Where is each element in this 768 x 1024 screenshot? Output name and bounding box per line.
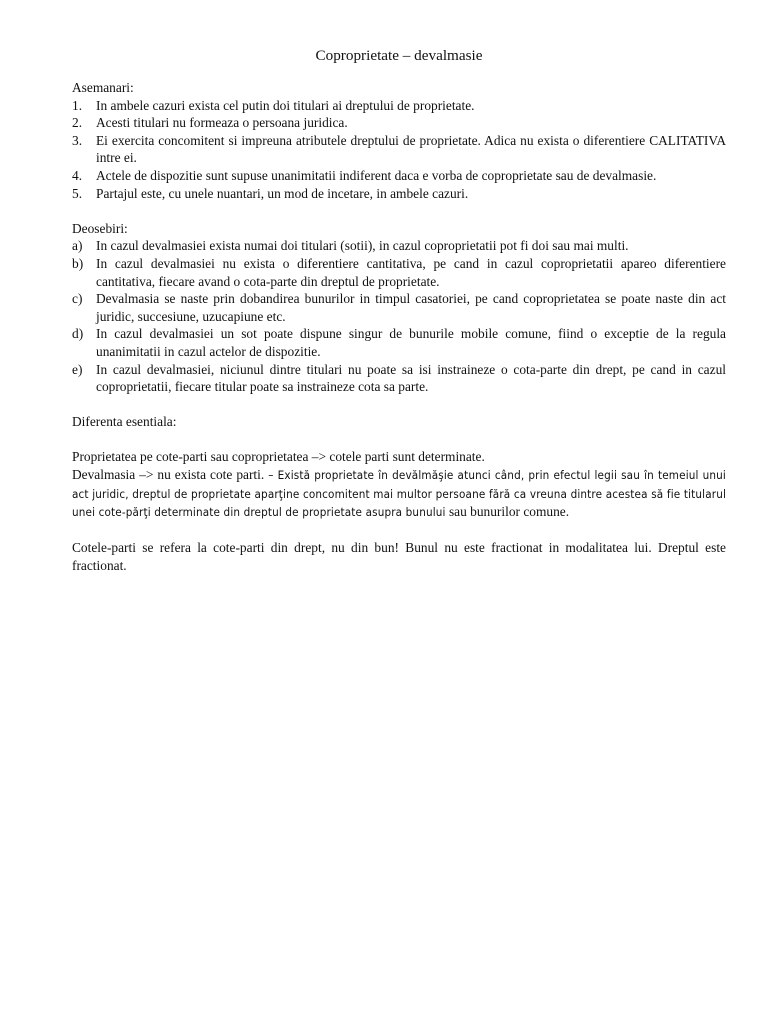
document-title: Coproprietate – devalmasie	[315, 47, 483, 64]
spacer	[72, 202, 726, 220]
differences-list	[72, 237, 726, 395]
list-marker: 4.	[72, 167, 83, 183]
list-item-text: Acesti titulari nu formeaza o persoana juridica.	[96, 115, 348, 131]
list-marker: b)	[72, 255, 84, 271]
list-marker: 5.	[72, 185, 83, 201]
spacer	[72, 522, 726, 540]
list-item	[72, 114, 726, 132]
list-marker: 1.	[72, 97, 83, 113]
list-item	[72, 167, 726, 185]
list-marker: c)	[72, 291, 83, 307]
document-page	[72, 46, 726, 575]
list-marker: a)	[72, 238, 83, 254]
list-item-text: In ambele cazuri exista cel putin doi titulari ai dreptului de proprietate.	[96, 97, 475, 113]
list-item-text: Actele de dispozitie sunt supuse unanimitatii indiferent daca e vorba de coproprietate sau de devalmasie.	[96, 167, 657, 183]
devalmasie-lead-text: Devalmasia –> nu exista cote parti.	[72, 467, 269, 483]
essential-line-devalmasie	[72, 466, 726, 522]
list-item	[72, 325, 726, 360]
list-item	[72, 185, 726, 203]
legal-definition-tail: sau bunurilor comune.	[445, 504, 570, 520]
similarities-list	[72, 97, 726, 203]
list-marker: e)	[72, 361, 83, 377]
list-item-text: Devalmasia se naste prin dobandirea bunurilor in timpul casatoriei, pe cand coproprietatea se poate naste din act juridic, succesiune, uzucapiune etc.	[96, 291, 726, 324]
spacer	[72, 431, 726, 449]
list-marker: d)	[72, 326, 84, 342]
list-item	[72, 97, 726, 115]
essential-heading: Diferenta esentiala:	[72, 414, 177, 430]
similarities-heading: Asemanari:	[72, 80, 134, 95]
spacer	[72, 396, 726, 414]
list-item	[72, 237, 726, 255]
list-item-text: Partajul este, cu unele nuantari, un mod de incetare, in ambele cazuri.	[96, 185, 469, 201]
list-item	[72, 132, 726, 167]
differences-heading: Deosebiri:	[72, 220, 128, 236]
list-marker: 3.	[72, 132, 83, 148]
list-item	[72, 255, 726, 290]
list-item-text: In cazul devalmasiei exista numai doi titulari (sotii), in cazul coproprietatii pot fi doi sau mai multi.	[96, 238, 629, 254]
essential-line-coproprietate: Proprietatea pe cote-parti sau coproprietatea –> cotele parti sunt determinate.	[72, 449, 485, 465]
list-item-text: In cazul devalmasiei, niciunul dintre titulari nu poate sa isi instraineze o cota-parte din drept, pe cand in cazul coproprietatii, fiecare titular poate sa instraineze cota sa parte.	[96, 361, 726, 395]
list-item	[72, 290, 726, 325]
list-marker: 2.	[72, 115, 83, 131]
list-item-text: In cazul devalmasiei nu exista o diferentiere cantitativa, pe cand in cazul coproprietatii apareo diferentiere cantitativa, fiecare avand o cota-parte din dreptul de proprietate.	[96, 255, 726, 289]
list-item	[72, 361, 726, 396]
legal-definition-quote: – Există proprietate în devălmăşie atunci când, prin efectul legii sau în temeiul unui act juridic, dreptul de proprietate aparţine concomitent mai multor persoane fără ca vreuna dintre acestea să fie titularul unei cote-părţi determinate din dreptul de proprietate asupra bunului	[72, 468, 726, 520]
list-item-text: Ei exercita concomitent si impreuna atributele dreptului de proprietate. Adica nu exista o diferentiere CALITATIVA intre ei.	[96, 132, 726, 166]
conclusion-paragraph: Cotele-parti se refera la cote-parti din drept, nu din bun! Bunul nu este fractionat in modalitatea lui. Dreptul este fractionat.	[72, 540, 726, 574]
list-item-text: In cazul devalmasiei un sot poate dispune singur de bunurile mobile comune, fiind o exceptie de la regula unanimitatii in cazul actelor de dispozitie.	[96, 326, 726, 359]
